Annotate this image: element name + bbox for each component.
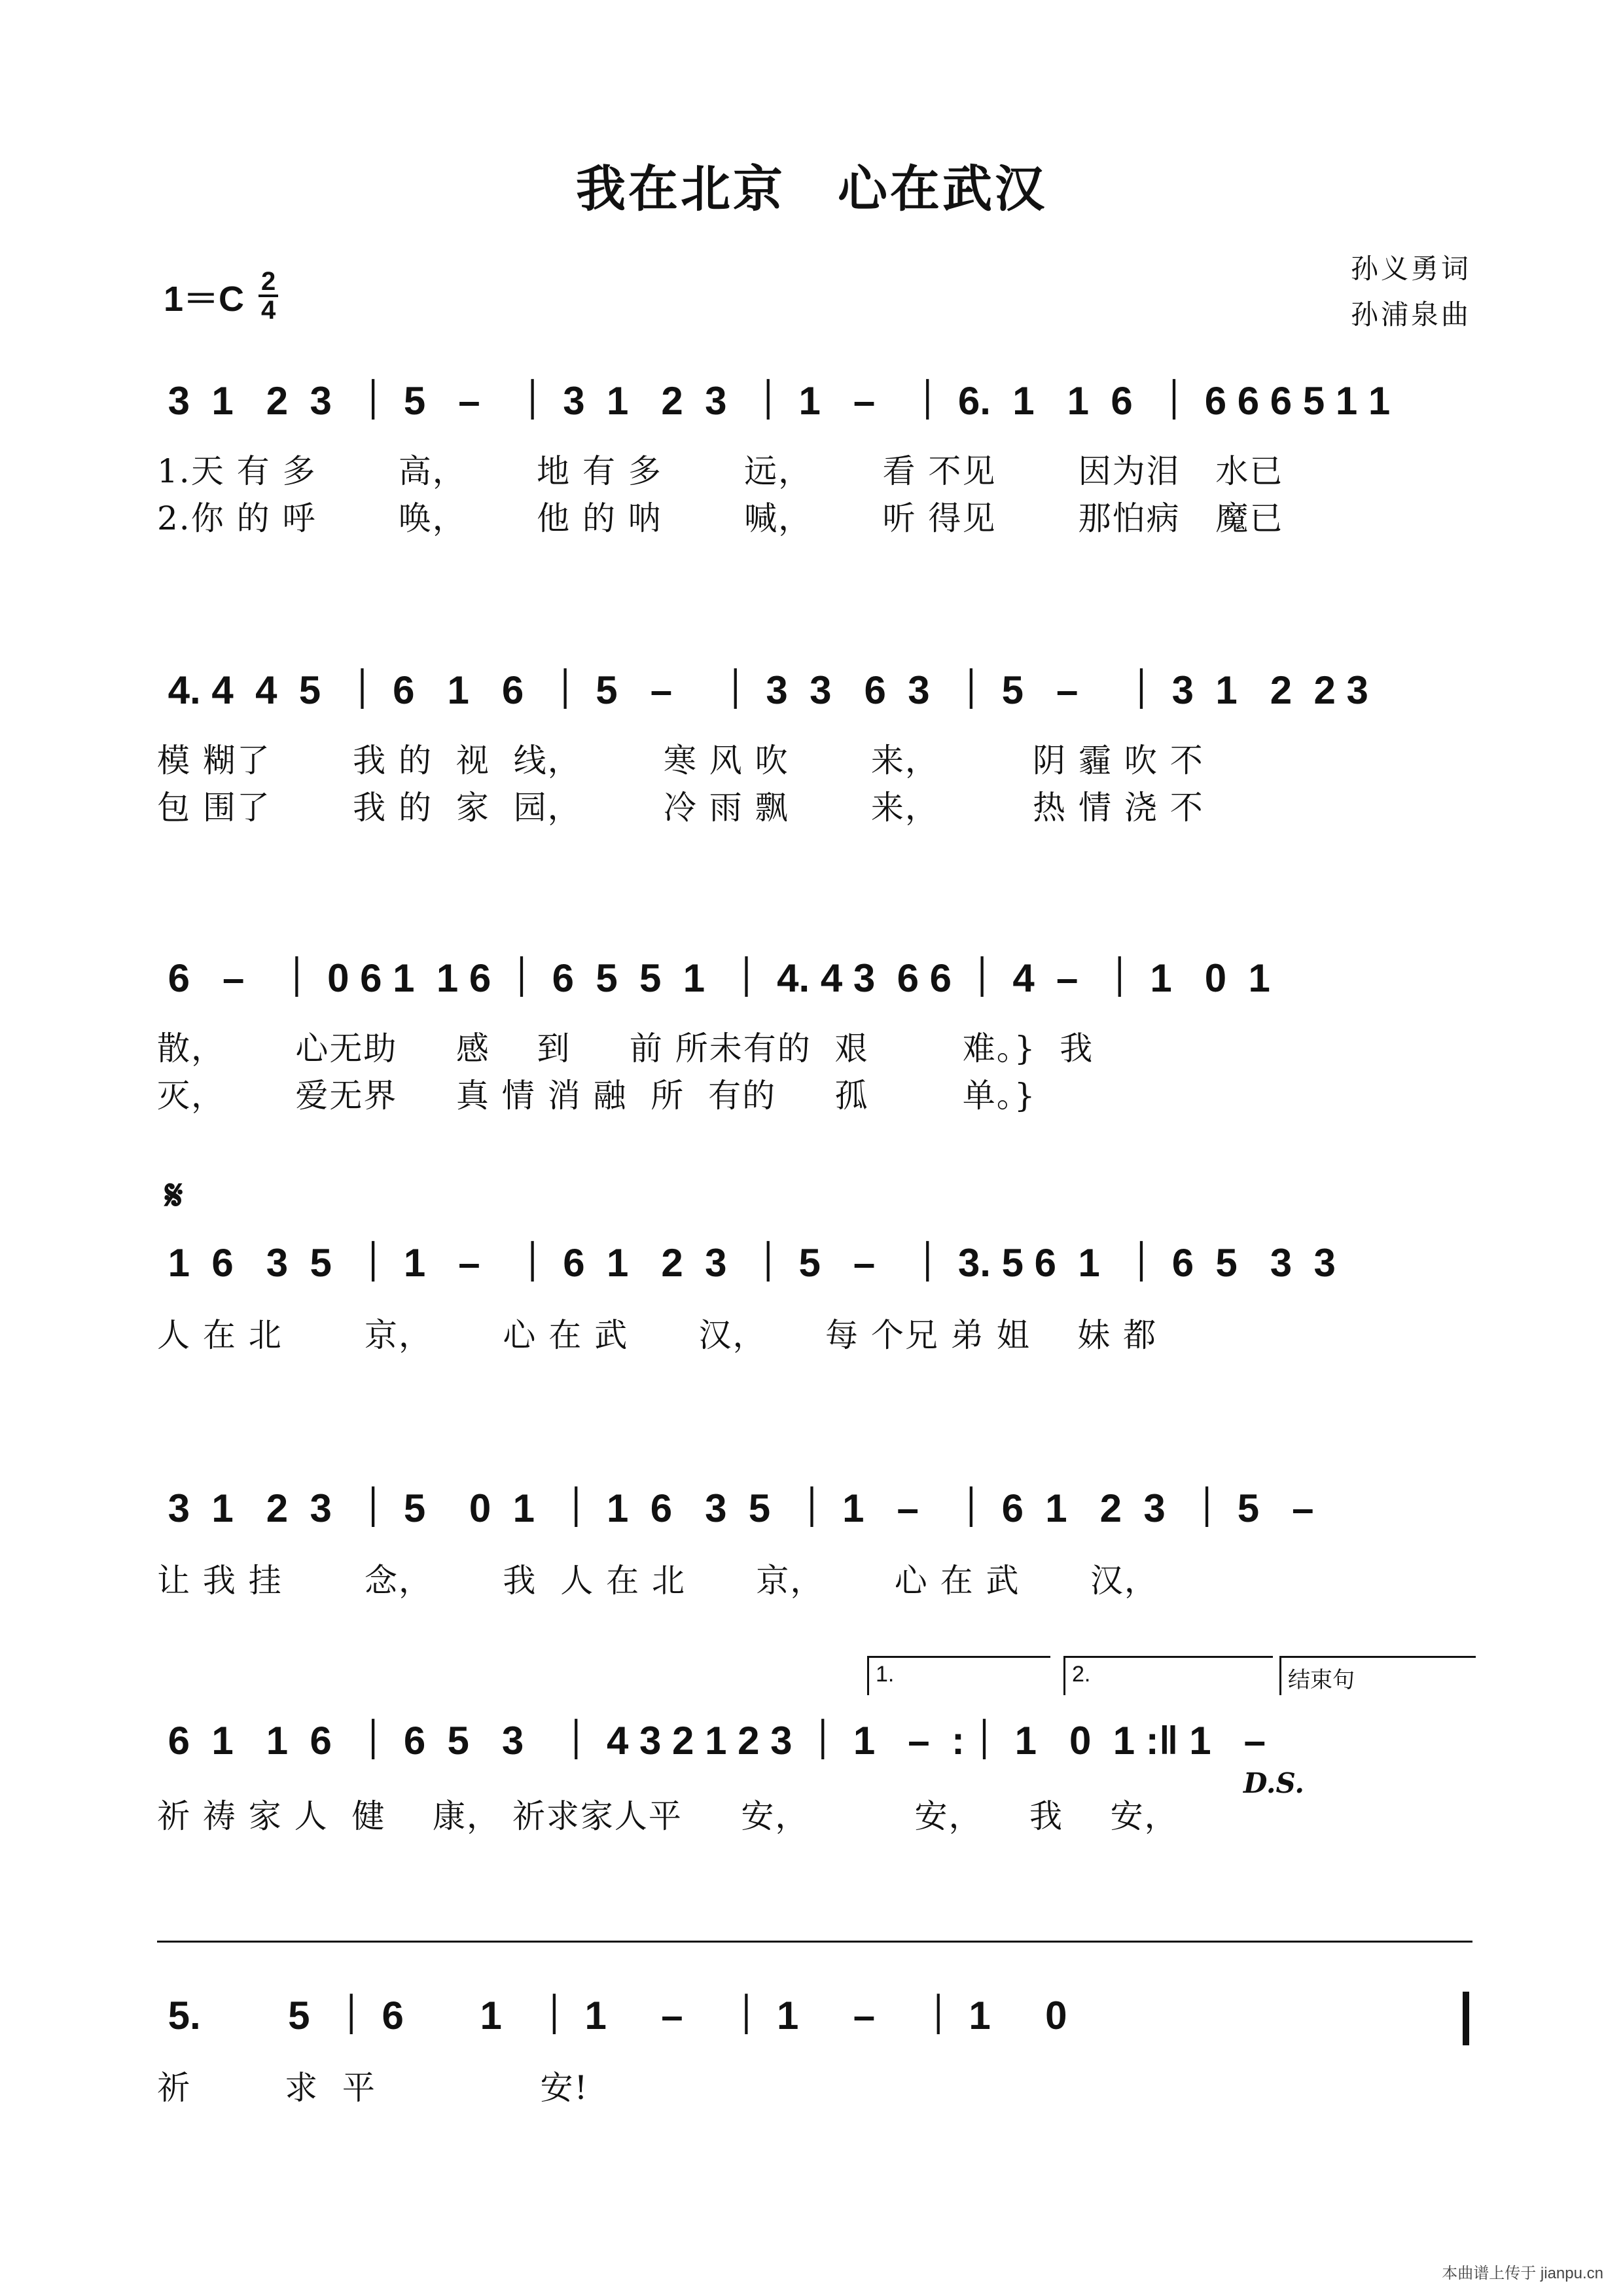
volta-first-ending: 1. [867, 1656, 1050, 1695]
score-system-4 [157, 1227, 1472, 1299]
tie-line [157, 1941, 1472, 1943]
composer-credit: 孙浦泉曲 [1350, 298, 1471, 331]
time-bottom: 4 [261, 296, 276, 325]
notation-line: 6 – ｜ 0 6 1 1 6 ｜ 6 5 5 1 ｜ 4. 4 3 6 6 ｜ 4 – ｜ 1 0 1 [157, 956, 1281, 1000]
score-system-2 [157, 655, 1472, 726]
key-tonic: 1＝C [164, 279, 245, 319]
lyric-chorus: 人 在 北 京， 心 在 武 汉， 每 个兄 弟 姐 妹 都 [157, 1316, 1158, 1354]
lyric-coda: 祈 求 平 安! [157, 2069, 589, 2107]
lyric-verse-1: 模 糊了 我 的 视 线， 寒 风 吹 来， 阴 霾 吹 不 [157, 742, 1204, 780]
score-system-6 [157, 1705, 1472, 1777]
lyricist-credit: 孙义勇词 [1350, 253, 1471, 285]
notation-line: 5. 5 ｜ 6 1 ｜ 1 – ｜ 1 – ｜ 1 0 [157, 1994, 1111, 2037]
notation-line: 6 1 1 6 ｜ 6 5 3 ｜ 4 3 2 1 2 3 ｜ 1 – :｜ 1 0 1 :‖ 1 – [157, 1719, 1277, 1763]
lyric-chorus: 让 我 挂 念， 我 人 在 北 京， 心 在 武 汉， [157, 1562, 1158, 1600]
notation-line: 4. 4 4 5 ｜ 6 1 6 ｜ 5 – ｜ 3 3 6 3 ｜ 5 – ｜ 3 1 2 2 3 [157, 668, 1380, 712]
upload-footer: 本曲谱上传于 jianpu.cn [1442, 2265, 1603, 2282]
lyric-verse-1: 散， 心无助 感 到 前 所未有的 艰 难。} 我 [157, 1030, 1094, 1067]
score-system-5 [157, 1473, 1472, 1545]
time-top: 2 [259, 268, 278, 297]
notation-line: 3 1 2 3 ｜ 5 0 1 ｜ 1 6 3 5 ｜ 1 – ｜ 6 1 2 3 ｜ 5 – [157, 1486, 1325, 1530]
segno-icon: 𝄋 [165, 1172, 183, 1220]
key-signature [164, 268, 278, 323]
lyric-verse-1: 1.天 有 多 高， 地 有 多 远， 看 不见 因为泪 水已 [157, 452, 1284, 490]
time-signature [259, 268, 278, 323]
volta-second-ending: 2. [1063, 1656, 1273, 1695]
notation-line: 3 1 2 3 ｜ 5 – ｜ 3 1 2 3 ｜ 1 – ｜ 6. 1 1 6 ｜ 6 6 6 5 1 1 [157, 379, 1401, 423]
lyric-verse-2: 2.你 的 呼 唤， 他 的 呐 喊， 听 得见 那怕病 魔已 [157, 499, 1284, 537]
volta-ending-phrase: 结束句 [1279, 1656, 1476, 1695]
dal-segno-mark: D.S. [1243, 1767, 1305, 1799]
score-system-3 [157, 942, 1472, 1014]
lyric-verse-2: 灭， 爱无界 真 情 消 融 所 有的 孤 单。} [157, 1077, 1037, 1115]
notation-line: 1 6 3 5 ｜ 1 – ｜ 6 1 2 3 ｜ 5 – ｜ 3. 5 6 1 ｜ 6 5 3 3 [157, 1241, 1347, 1285]
lyric-verse-2: 包 围了 我 的 家 园， 冷 雨 飘 来， 热 情 浇 不 [157, 789, 1204, 827]
score-system-7 [157, 1980, 1472, 2052]
final-barline [1463, 1992, 1469, 2045]
lyric-chorus: 祈 祷 家 人 健 康， 祈求家人平 安， 安， 我 安， [157, 1797, 1179, 1835]
song-title: 我在北京 心在武汉 [576, 160, 1047, 218]
score-system-1 [157, 365, 1472, 437]
